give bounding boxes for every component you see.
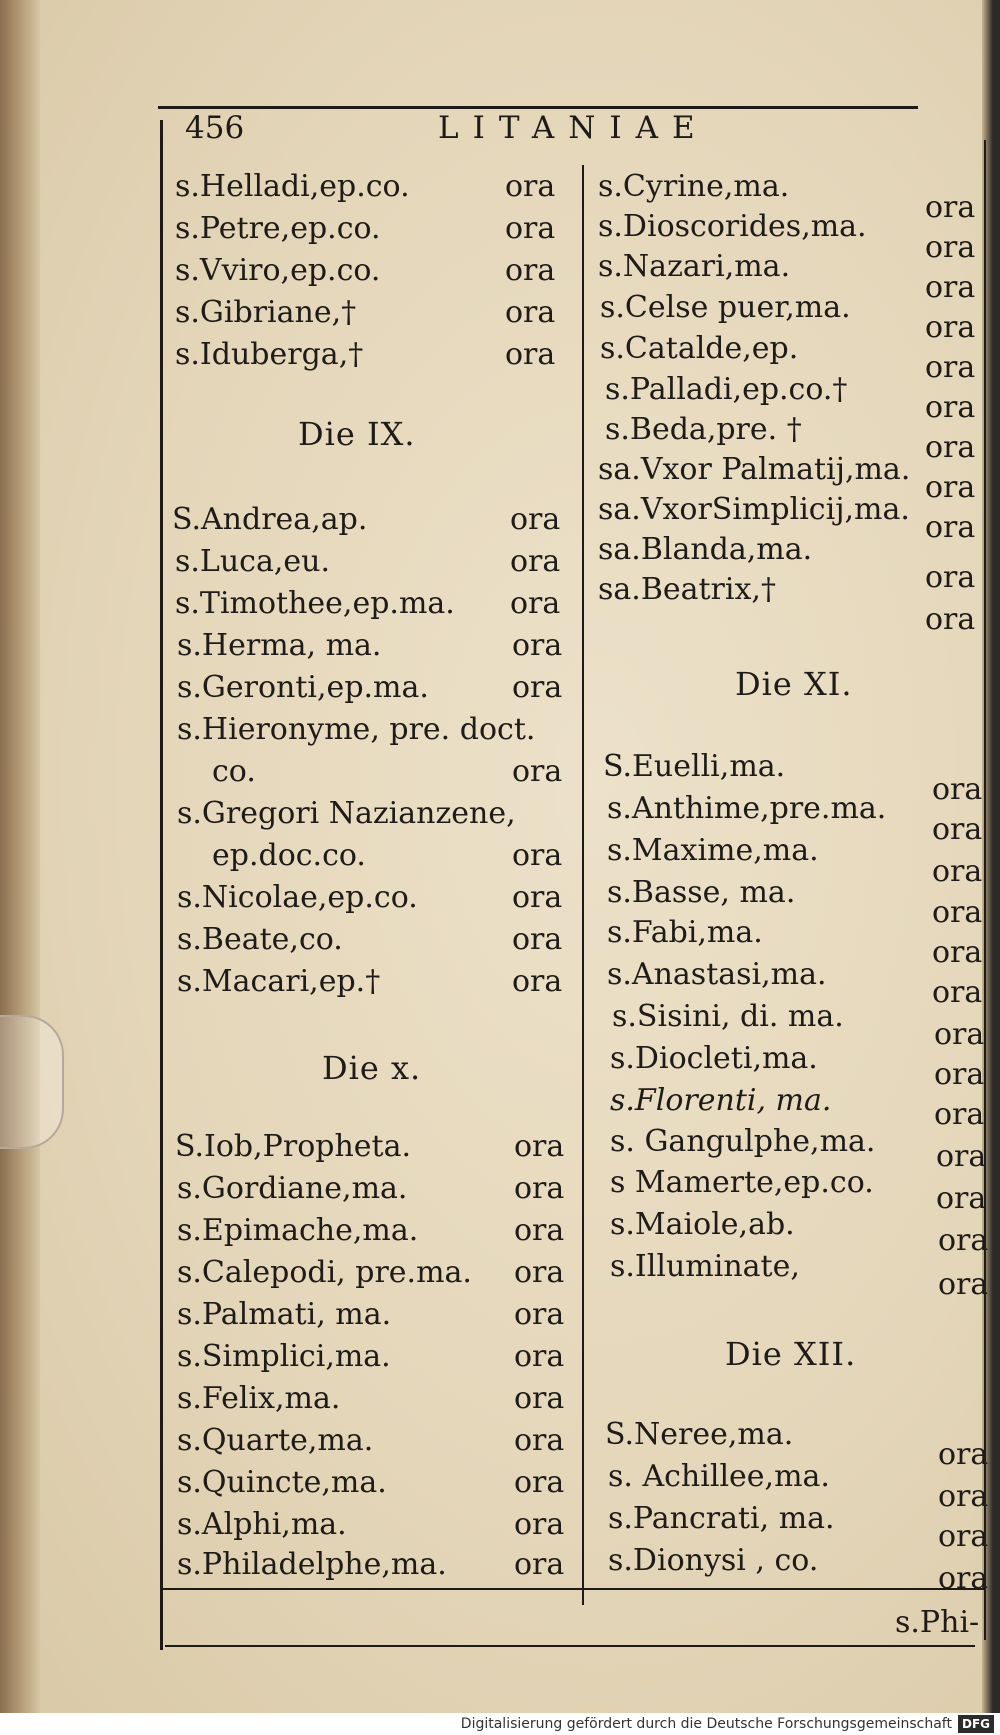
ora-response: ora (512, 670, 563, 705)
litany-entry: s.Helladi,ep.co. (175, 169, 410, 204)
litany-entry: s.Luca,eu. (175, 544, 331, 579)
ora-response: ora (512, 880, 563, 915)
litany-entry: s.Nazari,ma. (598, 249, 791, 284)
litany-entry: s.Gordiane,ma. (177, 1171, 408, 1206)
ora-response: ora (510, 586, 561, 621)
right-border-rule (984, 140, 986, 1640)
column-divider-rule (582, 165, 584, 1605)
digitization-footer (0, 1713, 1000, 1735)
litany-entry: s.Beate,co. (177, 922, 343, 957)
ora-response: ora (512, 754, 563, 789)
ora-response: ora (505, 169, 556, 204)
litany-entry: s.Iduberga,† (175, 337, 364, 372)
litany-entry: s.Felix,ma. (177, 1381, 341, 1416)
bottom-rule-lower (165, 1645, 975, 1647)
litany-entry: s.Diocleti,ma. (610, 1041, 818, 1076)
left-border-rule (160, 120, 163, 1650)
litany-entry: s.Illuminate, (610, 1249, 800, 1284)
day-heading: Die XI. (735, 665, 853, 703)
ora-response: ora (925, 390, 976, 425)
litany-entry: s.Catalde,ep. (600, 331, 799, 366)
litany-entry: s.Fabi,ma. (607, 915, 763, 950)
bottom-rule (162, 1588, 984, 1590)
litany-entry: s.Celse puer,ma. (600, 290, 851, 325)
ora-response: ora (934, 1017, 985, 1052)
litany-entry: s.Dionysi , co. (608, 1543, 819, 1578)
litany-entry: s.Philadelphe,ma. (177, 1547, 447, 1582)
litany-entry: s.Petre,ep.co. (175, 211, 381, 246)
ora-response: ora (932, 812, 983, 847)
litany-entry: S.Euelli,ma. (603, 749, 786, 784)
ora-response: ora (514, 1465, 565, 1500)
litany-entry: s.Hieronyme, pre. doct. (177, 712, 536, 747)
ora-response: ora (925, 230, 976, 265)
litany-entry: s.Macari,ep.† (177, 964, 381, 999)
litany-entry: sa.Vxor Palmatij,ma. (598, 452, 911, 487)
litany-entry: s. Gangulphe,ma. (610, 1124, 876, 1159)
ora-response: ora (925, 310, 976, 345)
ora-response: ora (514, 1129, 565, 1164)
ora-response: ora (510, 502, 561, 537)
litany-entry: s.Herma, ma. (177, 628, 382, 663)
ora-response: ora (925, 350, 976, 385)
litany-entry: S.Neree,ma. (605, 1417, 794, 1452)
book-spine (0, 0, 40, 1735)
ora-response: ora (512, 838, 563, 873)
ora-response: ora (505, 337, 556, 372)
ora-response: ora (934, 1057, 985, 1092)
ora-response: ora (512, 628, 563, 663)
litany-entry: S.Iob,Propheta. (175, 1129, 412, 1164)
day-heading: Die XII. (725, 1335, 857, 1373)
litany-entry: s.Sisini, di. ma. (612, 999, 844, 1034)
ora-response: ora (925, 190, 976, 225)
ora-response: ora (938, 1437, 989, 1472)
header-rule (158, 106, 918, 109)
ora-response: ora (932, 935, 983, 970)
ora-response: ora (512, 922, 563, 957)
ora-response: ora (514, 1507, 565, 1542)
litany-entry: s. Achillee,ma. (608, 1459, 830, 1494)
ora-response: ora (938, 1267, 989, 1302)
litany-entry-continuation: ep.doc.co. (212, 838, 366, 873)
running-title: LITANIAE (438, 110, 709, 146)
ora-response: ora (936, 1181, 987, 1216)
ora-response: ora (938, 1561, 989, 1596)
ora-response: ora (505, 295, 556, 330)
litany-entry: sa.Beatrix,† (598, 572, 776, 607)
litany-entry: s.Beda,pre. † (605, 412, 802, 447)
ora-response: ora (938, 1519, 989, 1554)
ora-response: ora (514, 1381, 565, 1416)
ora-response: ora (932, 854, 983, 889)
litany-entry: s.Palmati, ma. (177, 1297, 392, 1332)
ora-response: ora (938, 1479, 989, 1514)
litany-entry: s.Nicolae,ep.co. (177, 880, 418, 915)
ora-response: ora (925, 602, 976, 637)
ora-response: ora (936, 1139, 987, 1174)
ora-response: ora (934, 1097, 985, 1132)
litany-entry: s.Maiole,ab. (610, 1207, 795, 1242)
litany-entry: s.Alphi,ma. (177, 1507, 347, 1542)
litany-entry: s.Gibriane,† (175, 295, 357, 330)
day-heading: Die x. (322, 1049, 422, 1087)
ora-response: ora (925, 560, 976, 595)
ora-response: ora (925, 470, 976, 505)
litany-entry: s.Quarte,ma. (177, 1423, 374, 1458)
litany-entry: s.Pancrati, ma. (608, 1501, 835, 1536)
ora-response: ora (514, 1423, 565, 1458)
litany-entry: s.Timothee,ep.ma. (175, 586, 455, 621)
ora-response: ora (514, 1547, 565, 1582)
ora-response: ora (514, 1339, 565, 1374)
litany-entry: s.Vviro,ep.co. (175, 253, 381, 288)
ora-response: ora (514, 1213, 565, 1248)
litany-entry: s.Maxime,ma. (607, 833, 819, 868)
litany-entry: sa.Blanda,ma. (598, 532, 813, 567)
litany-entry: s.Epimache,ma. (177, 1213, 419, 1248)
ora-response: ora (514, 1171, 565, 1206)
ora-response: ora (514, 1297, 565, 1332)
ora-response: ora (512, 964, 563, 999)
catchword: s.Phi- (895, 1605, 980, 1640)
ora-response: ora (505, 253, 556, 288)
ora-response: ora (514, 1255, 565, 1290)
dfg-logo: DFG (958, 1715, 994, 1733)
litany-entry: s.Quincte,ma. (177, 1465, 387, 1500)
page-clip (0, 1015, 64, 1149)
ora-response: ora (938, 1223, 989, 1258)
litany-entry: s.Dioscorides,ma. (598, 209, 867, 244)
litany-entry: s.Anastasi,ma. (607, 957, 827, 992)
page-number: 456 (185, 110, 245, 146)
litany-entry: s.Cyrine,ma. (598, 169, 790, 204)
litany-entry: s.Geronti,ep.ma. (177, 670, 429, 705)
litany-entry: s.Gregori Nazianzene, (177, 796, 516, 831)
ora-response: ora (510, 544, 561, 579)
ora-response: ora (932, 975, 983, 1010)
litany-entry: s.Florenti, ma. (610, 1083, 832, 1118)
ora-response: ora (932, 772, 983, 807)
day-heading: Die IX. (298, 415, 416, 453)
litany-entry: s.Calepodi, pre.ma. (177, 1255, 472, 1290)
ora-response: ora (505, 211, 556, 246)
litany-entry: s Mamerte,ep.co. (610, 1165, 874, 1200)
ora-response: ora (932, 895, 983, 930)
ora-response: ora (925, 270, 976, 305)
litany-entry: s.Basse, ma. (607, 875, 796, 910)
litany-entry: S.Andrea,ap. (172, 502, 368, 537)
litany-entry: s.Simplici,ma. (177, 1339, 391, 1374)
litany-entry-continuation: co. (212, 754, 256, 789)
litany-entry: s.Anthime,pre.ma. (607, 791, 887, 826)
footer-text: Digitalisierung gefördert durch die Deutsche Forschungsgemeinschaft (460, 1716, 952, 1732)
ora-response: ora (925, 430, 976, 465)
litany-entry: sa.VxorSimplicij,ma. (598, 492, 910, 527)
litany-entry: s.Palladi,ep.co.† (605, 372, 848, 407)
ora-response: ora (925, 510, 976, 545)
